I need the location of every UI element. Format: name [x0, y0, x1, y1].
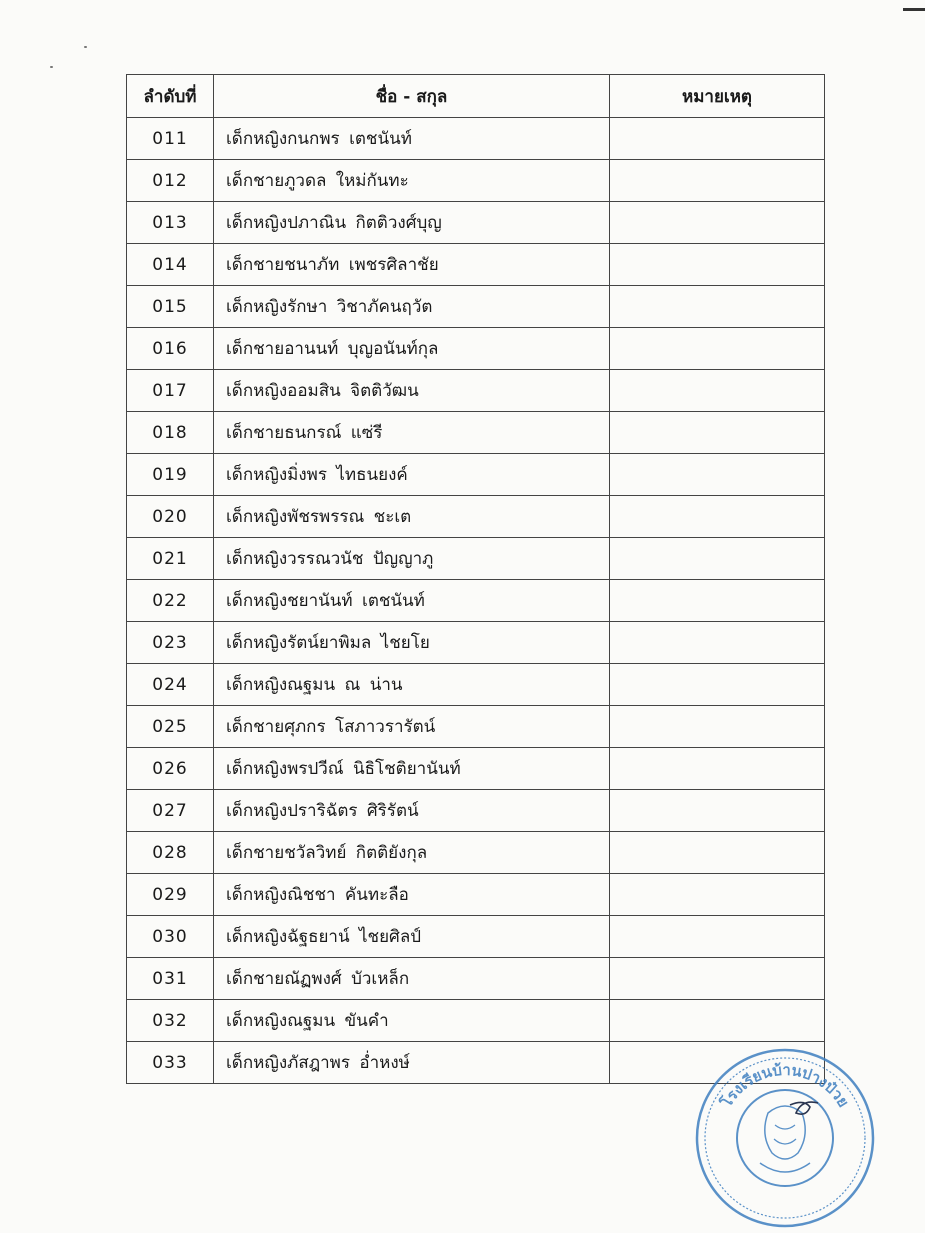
scan-edge-mark: [903, 8, 925, 11]
row-name: เด็กหญิงรักษา วิชาภัคนฤวัต: [214, 286, 610, 328]
row-name: เด็กหญิงภัสฎาพร อ่ำหงษ์: [214, 1042, 610, 1084]
row-name: เด็กหญิงฉัฐธยาน์ ไชยศิลป์: [214, 916, 610, 958]
row-number: 032: [127, 1000, 214, 1042]
row-note: [610, 790, 825, 832]
row-note: [610, 202, 825, 244]
row-note: [610, 118, 825, 160]
header-number: ลำดับที่: [127, 75, 214, 118]
row-name: เด็กหญิงวรรณวนัช ปัญญาภู: [214, 538, 610, 580]
row-number: 012: [127, 160, 214, 202]
row-note: [610, 328, 825, 370]
row-note: [610, 160, 825, 202]
school-seal-stamp: [690, 1043, 880, 1233]
row-number: 020: [127, 496, 214, 538]
row-number: 031: [127, 958, 214, 1000]
row-note: [610, 412, 825, 454]
row-name: เด็กหญิงชยานันท์ เตชนันท์: [214, 580, 610, 622]
row-number: 015: [127, 286, 214, 328]
row-number: 023: [127, 622, 214, 664]
row-name: เด็กหญิงปภาณิน กิตติวงศ์บุญ: [214, 202, 610, 244]
row-note: [610, 874, 825, 916]
row-name: เด็กชายชวัลวิทย์ กิตติยังกุล: [214, 832, 610, 874]
header-note: หมายเหตุ: [610, 75, 825, 118]
row-name: เด็กชายธนกรณ์ แซ่รี: [214, 412, 610, 454]
scan-speck: [50, 66, 53, 68]
row-name: เด็กชายภูวดล ใหม่กันทะ: [214, 160, 610, 202]
row-number: 021: [127, 538, 214, 580]
row-note: [610, 538, 825, 580]
row-number: 018: [127, 412, 214, 454]
row-note: [610, 622, 825, 664]
row-name: เด็กหญิงพรปวีณ์ นิธิโชติยานันท์: [214, 748, 610, 790]
row-name: เด็กชายอานนท์ บุญอนันท์กุล: [214, 328, 610, 370]
row-number: 014: [127, 244, 214, 286]
row-number: 026: [127, 748, 214, 790]
row-number: 029: [127, 874, 214, 916]
table-row: [127, 370, 825, 412]
row-number: 030: [127, 916, 214, 958]
row-name: เด็กหญิงพัชรพรรณ ชะเต: [214, 496, 610, 538]
row-number: 025: [127, 706, 214, 748]
table-row: [127, 286, 825, 328]
row-name: เด็กหญิงรัตน์ยาพิมล ไชยโย: [214, 622, 610, 664]
student-list-table: [126, 74, 825, 1084]
row-number: 028: [127, 832, 214, 874]
row-note: [610, 664, 825, 706]
row-note: [610, 916, 825, 958]
row-name: เด็กหญิงณฐมน ณ น่าน: [214, 664, 610, 706]
svg-text:โรงเรียนบ้านปางป๋วย: [716, 1061, 853, 1111]
table-row: [127, 790, 825, 832]
table-row: [127, 244, 825, 286]
row-number: 011: [127, 118, 214, 160]
row-name: เด็กชายชนาภัท เพชรศิลาชัย: [214, 244, 610, 286]
row-note: [610, 706, 825, 748]
header-name: ชื่อ - สกุล: [214, 75, 610, 118]
table-row: [127, 916, 825, 958]
row-number: 027: [127, 790, 214, 832]
row-note: [610, 244, 825, 286]
row-name: เด็กหญิงกนกพร เตชนันท์: [214, 118, 610, 160]
row-note: [610, 580, 825, 622]
row-number: 019: [127, 454, 214, 496]
row-name: เด็กชายศุภกร โสภาวรารัตน์: [214, 706, 610, 748]
row-number: 013: [127, 202, 214, 244]
row-note: [610, 286, 825, 328]
table-row: [127, 160, 825, 202]
row-name: เด็กหญิงณิชชา คันทะลือ: [214, 874, 610, 916]
row-note: [610, 958, 825, 1000]
table-header-row: [127, 75, 825, 118]
row-note: [610, 832, 825, 874]
table-row: [127, 832, 825, 874]
row-number: 017: [127, 370, 214, 412]
row-number: 024: [127, 664, 214, 706]
row-number: 033: [127, 1042, 214, 1084]
row-name: เด็กหญิงปราริฉัตร ศิริรัตน์: [214, 790, 610, 832]
row-note: [610, 748, 825, 790]
row-note: [610, 370, 825, 412]
row-name: เด็กหญิงออมสิน จิตติวัฒน: [214, 370, 610, 412]
table-body: [127, 118, 825, 1084]
row-note: [610, 1000, 825, 1042]
table-row: [127, 454, 825, 496]
seal-text: โรงเรียนบ้านปางป๋วย: [717, 1060, 853, 1111]
table-row: [127, 874, 825, 916]
table-row: [127, 538, 825, 580]
row-name: เด็กหญิงณฐมน ขันคำ: [214, 1000, 610, 1042]
table-row: [127, 664, 825, 706]
table-row: [127, 118, 825, 160]
table-row: [127, 328, 825, 370]
row-number: 016: [127, 328, 214, 370]
scan-speck: [84, 46, 87, 48]
row-name: เด็กชายณัฏพงศ์ บัวเหล็ก: [214, 958, 610, 1000]
table-row: [127, 580, 825, 622]
row-number: 022: [127, 580, 214, 622]
table-row: [127, 622, 825, 664]
table-row: [127, 958, 825, 1000]
table-row: [127, 1000, 825, 1042]
table-row: [127, 412, 825, 454]
table-row: [127, 706, 825, 748]
table-row: [127, 202, 825, 244]
table-row: [127, 748, 825, 790]
row-note: [610, 454, 825, 496]
row-note: [610, 496, 825, 538]
row-name: เด็กหญิงมิ่งพร ไทธนยงค์: [214, 454, 610, 496]
table-row: [127, 496, 825, 538]
